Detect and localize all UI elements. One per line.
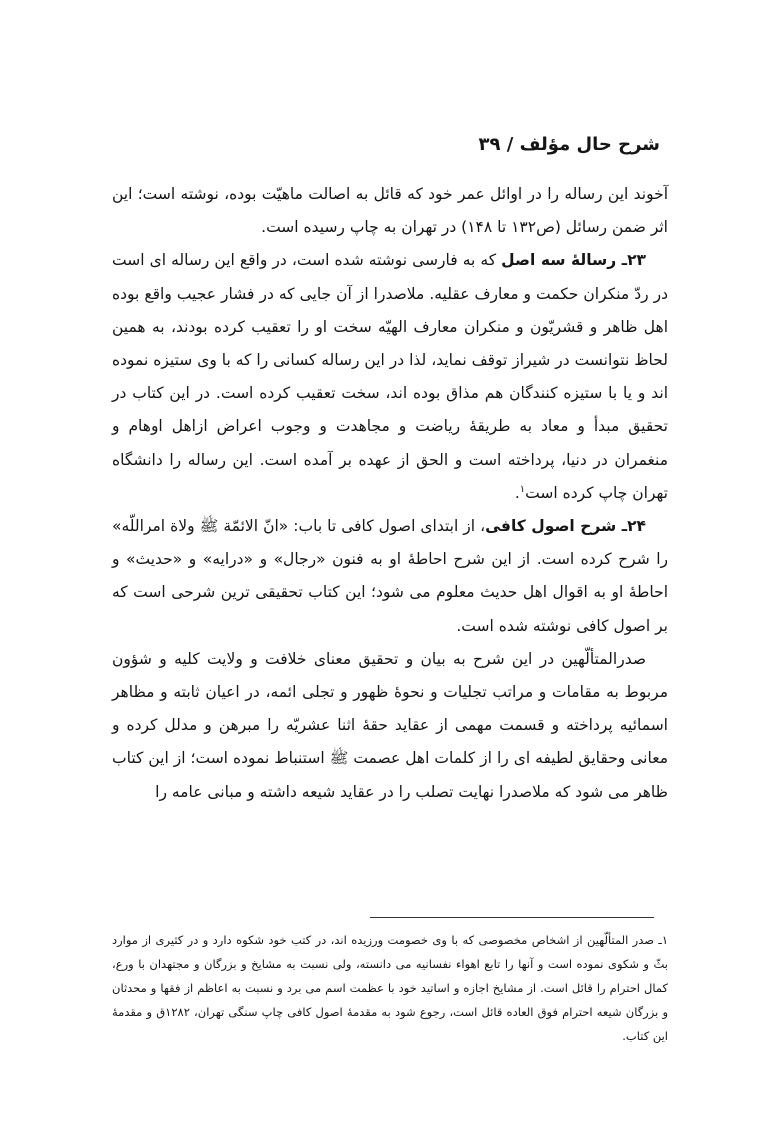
paragraph-text: آخوند این رساله را در اوائل عمر خود که قائل به اصالت ماهیّت بوده، نوشته است؛ این اثر ضمن رسائل (ص۱۳۲ تا ۱۴۸) در تهران به چاپ رسیده است. <box>112 185 668 237</box>
footnote-text: ۱ـ صدر المتألّهین از اشخاص مخصوصی که با وی خصومت ورزیده اند، در کتب خود شکوه دارد و در کثیری از موارد بثّ و شکوی نموده است و آنها را تابع اهواء نفسانیه می دانسته، ولی نسبت به مشایخ و بزرگان و مجتهدان با ورع، کمال احترام را قائل است. از مشایخ اجازه و اساتید خود با عظمت اسم می برد و نسبت به اعاظم از فقها و محدثان و بزرگان شیعه احترام فوق العاده قائل است، رجوع شود به مقدمهٔ اصول کافی چاپ سنگی تهران، ۱۲۸۲ق و مقدمهٔ این کتاب. <box>112 933 668 1043</box>
sentence-end: . <box>514 483 520 502</box>
paragraph-continuation <box>112 178 668 244</box>
footnote-divider <box>370 917 654 918</box>
paragraph-commentary <box>112 643 668 809</box>
item-heading: ۲۳ـ رسالهٔ سه اصل <box>501 251 646 270</box>
paragraph-text: که به فارسی نوشته شده است، در واقع این رساله ای است در ردّ منکران حکمت و معارف عقلیه. ملاصدرا از آن جایی که در فشار عجیب واقع بوده اهل ظاهر و قشریّون و منکران معارف الهیّه سخت او را تعقیب کرده بودند، به همین لحاظ نتوانست در شیراز توقف نماید، لذا در این رساله کسانی را که با وی ستیزه نموده اند و یا با ستیزه کنندگان هم مذاق بوده اند، سخت تعقیب کرده است. در این کتاب در تحقیق مبدأ و معاد به طریقهٔ ریاضت و مجاهدت و وجوب اعراض ازاهل اوهام و منغمران در دنیا، پرداخته است و الحق از عهده بر آمده است. این رساله را دانشگاه تهران چاپ کرده است <box>112 251 668 502</box>
main-text <box>112 178 668 809</box>
footnote <box>112 928 668 1048</box>
paragraph-text: ، از ابتدای اصول کافی تا باب: «انّ الائمّة ﷺ ولاة امراللّه» را شرح کرده است. از این شرح احاطهٔ او به فنون «رجال» و «درایه» و «حدیث» و احاطهٔ او به اقوال اهل حدیث معلوم می شود؛ این کتاب تحقیقی ترین شرحی است که بر اصول کافی نوشته شده است. <box>112 517 668 635</box>
paragraph-text: صدرالمتألّهین در این شرح به بیان و تحقیق معنای خلافت و ولایت کلیه و شؤون مربوط به مقامات و مراتب تجلیات و نحوهٔ ظهور و تجلی ائمه، در اعیان ثابته و مظاهر اسمائیه پرداخته و قسمت مهمی از عقاید حقهٔ اثنا عشریّه را مبرهن و مدلل کرده و معانی وحقایق لطیفه ای را از کلمات اهل عصمت ﷺ استنباط نموده است؛ از این کتاب ظاهر می شود که ملاصدرا نهایت تصلب را در عقاید شیعه داشته و مبانی عامه را <box>112 649 668 801</box>
paragraph-item-24 <box>112 510 668 643</box>
item-heading: ۲۴ـ شرح اصول کافی <box>485 517 646 536</box>
footnote-reference: ۱ <box>519 483 526 495</box>
running-header: شرح حال مؤلف / ۳۹ <box>478 134 660 155</box>
paragraph-item-23 <box>112 244 668 510</box>
